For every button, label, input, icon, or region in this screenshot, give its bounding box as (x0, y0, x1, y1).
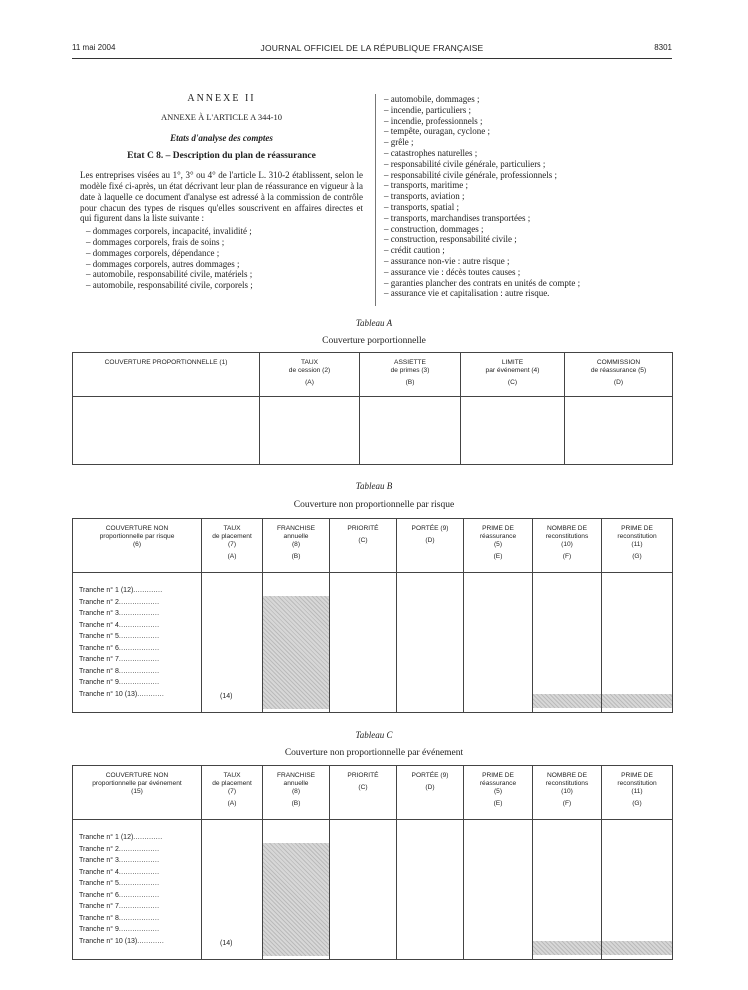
table-cell (602, 573, 673, 713)
list-item: – crédit caution ; (384, 245, 445, 256)
list-item: – assurance non-vie : autre risque ; (384, 255, 510, 266)
column-code: (C) (358, 784, 368, 791)
dotted-leader: .................. (118, 857, 160, 864)
column-header (464, 519, 533, 573)
table-cell (260, 397, 360, 465)
list-item: – tempête, ouragan, cyclone ; (384, 126, 490, 137)
table-a-body-row (73, 397, 673, 465)
risk-list-right (384, 94, 664, 299)
column-code: (C) (358, 537, 368, 544)
column-header (330, 519, 397, 573)
tranche-label: Tranche n° 10 (13) (79, 937, 138, 945)
column-header-label: PRIME DE réassurance (5) (479, 772, 517, 795)
list-item: – incendie, professionnels ; (384, 115, 483, 126)
column-header-label: PORTÉE (9) (411, 525, 449, 532)
table-cell (73, 397, 260, 465)
intro-paragraph: Les entreprises visées au 1°, 3° ou 4° de l'article L. 310-2 établissent, selon le modèle fixé ci-après, un état décrivant leur plan de réassurance en vigueur à la date à laquelle ce document d'analyse est adressé à la commission de contrôle pour chacun des types de risques qu'elles souscrivent en affaires directes et qui figurent dans la liste suivante : (80, 170, 363, 224)
column-code: (A) (305, 379, 314, 386)
column-code: (B) (291, 800, 301, 807)
column-header (260, 353, 360, 397)
dotted-leader: ............. (133, 587, 163, 594)
tranche-row (79, 597, 201, 609)
column-code: (C) (507, 379, 518, 386)
table-cell (202, 820, 263, 960)
etat-heading: Etat C 8. – Description du plan de réassurance (127, 151, 316, 162)
list-item: – transports, spatial ; (384, 201, 459, 212)
table-b (72, 518, 673, 713)
note-14-b: (14) (220, 693, 233, 700)
column-header (263, 766, 330, 820)
table-a-header-row (73, 353, 673, 397)
dotted-leader: ............ (137, 937, 165, 945)
table-cell (397, 573, 464, 713)
list-item: – incendie, particuliers ; (384, 104, 471, 115)
tranche-row (79, 855, 201, 867)
etats-heading: Etats d'analyse des comptes (170, 132, 273, 143)
page-header (72, 43, 672, 57)
column-header (533, 766, 602, 820)
tranche-label: Tranche n° 8 (79, 667, 119, 675)
table-cell (263, 573, 330, 713)
list-item: – catastrophes naturelles ; (384, 147, 478, 158)
table-cell (263, 820, 330, 960)
table-cell (360, 397, 461, 465)
tranche-row (79, 631, 201, 643)
column-header-label: PRIORITÉ (347, 525, 379, 532)
table-b-header-row (73, 519, 673, 573)
tranche-label: Tranche n° 4 (79, 621, 119, 629)
table-c-header-row (73, 766, 673, 820)
table-cell (202, 573, 263, 713)
hatched-area (263, 596, 329, 709)
list-item: – dommages corporels, incapacité, invalidité ; (86, 226, 252, 237)
tranche-list (73, 820, 201, 947)
table-c-title: Tableau C (355, 730, 393, 740)
tranche-row (79, 643, 201, 655)
column-header (360, 353, 461, 397)
column-header (73, 766, 202, 820)
column-header (464, 766, 533, 820)
column-code: (A) (227, 800, 237, 807)
list-item: – transports, aviation ; (384, 191, 465, 202)
list-item: – assurance vie : décès toutes causes ; (384, 266, 521, 277)
tranche-label: Tranche n° 3 (79, 610, 119, 617)
table-cell (565, 397, 673, 465)
tranche-row (79, 654, 201, 666)
list-item: – automobile, responsabilité civile, matériels ; (86, 269, 253, 280)
column-header (397, 766, 464, 820)
list-item: – responsabilité civile générale, particuliers ; (384, 158, 546, 169)
list-item: – transports, maritime ; (384, 180, 468, 191)
tranche-row (79, 936, 201, 948)
list-item: – dommages corporels, dépendance ; (86, 247, 220, 258)
tranche-list (73, 573, 201, 700)
right-column (384, 94, 664, 299)
annexe-article: ANNEXE À L'ARTICLE A 344-10 (161, 111, 282, 122)
column-code: (F) (562, 800, 572, 807)
tranche-row (79, 677, 201, 689)
tranche-row (79, 666, 201, 678)
table-b-subtitle: Couverture non proportionnelle par risque (293, 500, 455, 510)
tranche-row (79, 878, 201, 890)
list-item: – transports, marchandises transportées ; (384, 212, 531, 223)
column-header (263, 519, 330, 573)
column-header (602, 766, 673, 820)
tranche-row (79, 608, 201, 620)
tranche-row (79, 913, 201, 925)
column-code: (E) (493, 553, 503, 560)
tranche-label: Tranche n° 5 (79, 880, 119, 887)
column-header-label: COUVERTURE NON proportionnelle par événement (15) (92, 772, 182, 795)
note-14-c: (14) (220, 940, 233, 947)
column-header-label: PRIME DE réassurance (5) (479, 525, 517, 548)
column-header-label: PRIME DE reconstitution (11) (617, 525, 657, 548)
tranche-label: Tranche n° 4 (79, 868, 119, 876)
tranche-label: Tranche n° 6 (79, 891, 119, 899)
table-cell (533, 820, 602, 960)
tranche-row (79, 890, 201, 902)
tranche-label: Tranche n° 2 (79, 598, 119, 606)
column-header-label: COUVERTURE PROPORTIONNELLE (1) (104, 359, 228, 366)
list-item: – grêle ; (384, 137, 414, 148)
dotted-leader: .................. (118, 845, 160, 853)
tranche-label: Tranche n° 5 (79, 633, 119, 640)
column-header (565, 353, 673, 397)
dotted-leader: .................. (118, 667, 160, 675)
table-cell (397, 820, 464, 960)
column-code: (G) (632, 553, 642, 560)
column-header-label: FRANCHISE annuelle (8) (276, 772, 316, 795)
tranche-row (79, 620, 201, 632)
list-item: – dommages corporels, frais de soins ; (86, 236, 225, 247)
dotted-leader: .................. (118, 926, 160, 933)
dotted-leader: .................. (118, 679, 160, 686)
list-item: – construction, responsabilité civile ; (384, 234, 517, 245)
column-header (397, 519, 464, 573)
column-code: (D) (425, 784, 435, 791)
annexe-title: ANNEXE II (187, 93, 256, 104)
tranche-label: Tranche n° 1 (12) (79, 834, 134, 841)
column-code: (D) (425, 537, 435, 544)
table-c-subtitle: Couverture non proportionnelle par événement (284, 748, 464, 758)
column-header-label: PRIME DE reconstitution (11) (617, 772, 657, 795)
table-a-subtitle: Couverture porportionnelle (322, 336, 426, 346)
dotted-leader: .................. (118, 610, 160, 617)
dotted-leader: .................. (118, 891, 160, 899)
table-cell (330, 573, 397, 713)
dotted-leader: ............ (137, 690, 165, 698)
tranche-label: Tranche n° 7 (79, 903, 119, 910)
column-header-label: TAUX de cession (2) (288, 359, 331, 374)
column-divider (375, 94, 376, 306)
table-c-body-row (73, 820, 673, 960)
column-header-label: COMMISSION de réassurance (5) (590, 359, 647, 374)
table-cell (602, 820, 673, 960)
dotted-leader: .................. (118, 644, 160, 652)
tranche-row (79, 901, 201, 913)
table-cell (464, 573, 533, 713)
column-code: (F) (562, 553, 572, 560)
header-date: 11 mai 2004 (72, 43, 116, 52)
column-header (73, 519, 202, 573)
left-column (80, 94, 363, 291)
table-b-body-row (73, 573, 673, 713)
column-header-label: NOMBRE DE reconstitutions (10) (545, 525, 589, 548)
column-code: (E) (493, 800, 503, 807)
table-cell (461, 397, 565, 465)
hatched-area (533, 941, 601, 955)
dotted-leader: .................. (118, 621, 160, 629)
tranche-label: Tranche n° 1 (12) (79, 587, 134, 594)
list-item: – responsabilité civile générale, professionnels ; (384, 169, 557, 180)
header-page-number: 8301 (654, 43, 672, 52)
column-header-label: LIMITE par événement (4) (485, 359, 540, 374)
dotted-leader: .................. (118, 914, 160, 922)
tranche-label: Tranche n° 2 (79, 845, 119, 853)
column-header-label: COUVERTURE NON proportionnelle par risque (6) (99, 525, 175, 548)
column-code: (B) (291, 553, 301, 560)
list-item: – construction, dommages ; (384, 223, 484, 234)
hatched-area (263, 843, 329, 956)
column-header-label: TAUX de placement (7) (212, 525, 252, 548)
tranche-label: Tranche n° 7 (79, 656, 119, 663)
column-header (533, 519, 602, 573)
tranche-label: Tranche n° 9 (79, 679, 119, 686)
tranche-label: Tranche n° 9 (79, 926, 119, 933)
tranche-cell (73, 820, 202, 960)
column-header-label: TAUX de placement (7) (212, 772, 252, 795)
column-header-label: ASSIETTE de primes (3) (390, 359, 430, 374)
table-c (72, 765, 673, 960)
column-header (202, 519, 263, 573)
table-cell (330, 820, 397, 960)
header-journal-title: JOURNAL OFFICIEL DE LA RÉPUBLIQUE FRANÇAISE (260, 43, 484, 53)
table-a (72, 352, 673, 465)
tranche-cell (73, 573, 202, 713)
tranche-row (79, 832, 201, 844)
tranche-row (79, 924, 201, 936)
tranche-label: Tranche n° 3 (79, 857, 119, 864)
dotted-leader: .................. (118, 633, 160, 640)
column-header-label: PORTÉE (9) (411, 772, 449, 779)
column-header (202, 766, 263, 820)
column-header (602, 519, 673, 573)
column-header (461, 353, 565, 397)
column-header-label: PRIORITÉ (347, 772, 379, 779)
hatched-area (602, 941, 672, 955)
hatched-area (602, 694, 672, 708)
list-item: – assurance vie et capitalisation : autre risque. (384, 288, 550, 299)
tranche-row (79, 689, 201, 701)
column-code: (G) (632, 800, 642, 807)
hatched-area (533, 694, 601, 708)
table-cell (464, 820, 533, 960)
dotted-leader: .................. (118, 598, 160, 606)
dotted-leader: .................. (118, 868, 160, 876)
table-cell (533, 573, 602, 713)
column-header (330, 766, 397, 820)
tranche-label: Tranche n° 8 (79, 914, 119, 922)
table-a-title: Tableau A (355, 318, 393, 328)
tranche-row (79, 867, 201, 879)
header-rule (72, 58, 672, 59)
tranche-row (79, 585, 201, 597)
table-b-title: Tableau B (355, 481, 393, 491)
tranche-label: Tranche n° 10 (13) (79, 690, 138, 698)
list-item: – automobile, dommages ; (384, 94, 480, 104)
risk-list-left (80, 226, 363, 291)
column-code: (D) (613, 379, 624, 386)
tranche-row (79, 844, 201, 856)
list-item: – garanties plancher des contrats en unités de compte ; (384, 277, 581, 288)
dotted-leader: ............. (133, 834, 163, 841)
column-code: (A) (227, 553, 237, 560)
column-header (73, 353, 260, 397)
column-header-label: NOMBRE DE reconstitutions (10) (545, 772, 589, 795)
list-item: – dommages corporels, autres dommages ; (86, 258, 240, 269)
dotted-leader: .................. (118, 880, 160, 887)
list-item: – automobile, responsabilité civile, corporels ; (86, 280, 253, 291)
tranche-label: Tranche n° 6 (79, 644, 119, 652)
column-header-label: FRANCHISE annuelle (8) (276, 525, 316, 548)
column-code: (B) (405, 379, 415, 386)
dotted-leader: .................. (118, 903, 160, 910)
dotted-leader: .................. (118, 656, 160, 663)
